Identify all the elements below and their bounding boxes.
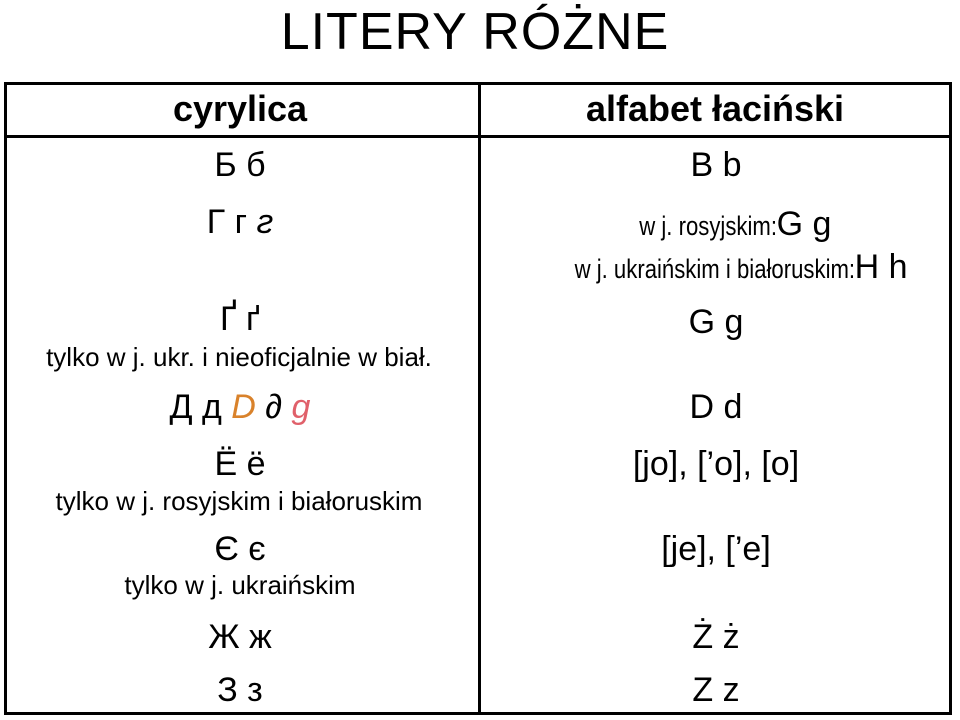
cyr-d (130, 388, 350, 427)
header-cyrillic: cyrylica (172, 88, 308, 129)
cyr-yo: Ё ё (214, 445, 266, 483)
header-divider (4, 135, 952, 138)
lat-z: Z z (692, 671, 740, 709)
lat-b: B b (690, 146, 742, 184)
cyr-gh: Ґ ґ (219, 300, 261, 338)
cyr-g-italic: г (256, 203, 274, 241)
cyr-d-italic-d: D (231, 388, 256, 426)
lat-zh: Ż ż (692, 618, 740, 656)
cyr-d-letters: Д д (169, 388, 232, 426)
cyr-gh-note: tylko w j. ukr. i nieoficjalnie w biał. (46, 342, 432, 372)
lat-yo: [jo], [’o], [o] (632, 445, 800, 483)
header-latin: alfabet łaciński (585, 88, 845, 129)
lat-gh: G g (688, 303, 744, 341)
lat-g-russian-letters: G g (776, 205, 832, 243)
cyr-b: Б б (214, 146, 266, 184)
cyr-ye-note: tylko w j. ukraińskim (124, 570, 356, 600)
cyr-z: З з (217, 671, 263, 709)
cyr-d-italic-g: g (291, 388, 311, 426)
lat-d: D d (689, 388, 743, 426)
lat-g-ukrainian-letters: H h (854, 248, 908, 286)
page-title: LITERY RÓŻNE (280, 3, 670, 61)
lat-g-ukrainian-label: w j. ukraińskim i białoruskim: (574, 254, 855, 284)
lat-ye: [je], [’e] (661, 530, 771, 568)
lat-g-russian (560, 205, 880, 244)
lat-g-ukrainian (470, 248, 950, 287)
cyr-yo-note: tylko w j. rosyjskim i białoruskim (55, 486, 423, 516)
column-divider (478, 82, 481, 715)
cyr-d-italic-small: ∂ (255, 388, 292, 426)
cyr-g (140, 203, 340, 242)
cyr-g-letters: Г г (206, 203, 257, 241)
cyr-zh: Ж ж (208, 618, 272, 656)
lat-g-russian-label: w j. rosyjskim: (638, 211, 777, 241)
cyr-ye: Є є (214, 530, 266, 568)
